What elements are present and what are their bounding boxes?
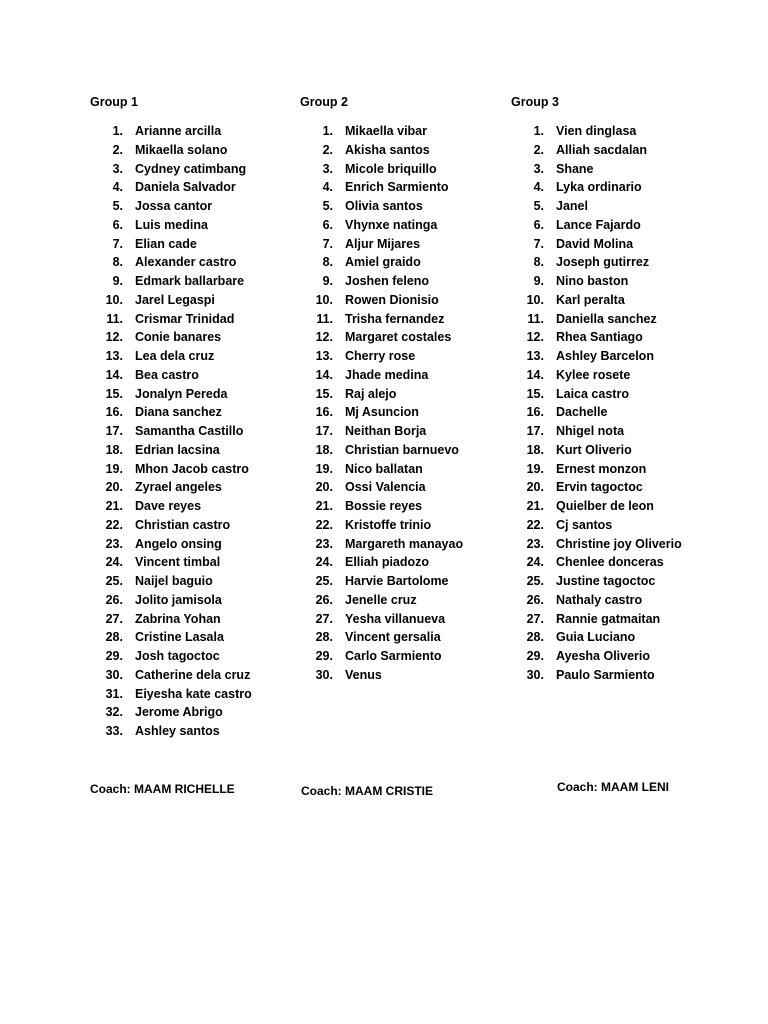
list-item bbox=[511, 141, 682, 160]
list-item-number: 7. bbox=[322, 236, 333, 251]
list-item-number: 31. bbox=[105, 686, 123, 701]
list-item-number: 23. bbox=[315, 536, 333, 551]
list-item bbox=[90, 310, 252, 329]
member-name: Jossa cantor bbox=[135, 199, 213, 213]
list-item bbox=[90, 722, 252, 741]
list-item bbox=[300, 178, 463, 197]
list-item-number: 17. bbox=[105, 424, 123, 438]
member-name: Christine joy Oliverio bbox=[556, 536, 682, 551]
member-name: Conie banares bbox=[135, 330, 222, 345]
member-name: Aljur Mijares bbox=[345, 236, 421, 251]
list-item-number: 8. bbox=[112, 255, 123, 270]
list-item-number: 10. bbox=[315, 292, 333, 307]
list-item bbox=[90, 591, 252, 610]
list-item-number: 22. bbox=[526, 517, 544, 532]
member-name: Alexander castro bbox=[135, 255, 237, 270]
member-name: Christian barnuevo bbox=[345, 442, 459, 457]
list-item bbox=[300, 441, 463, 460]
list-item bbox=[300, 535, 463, 554]
list-item bbox=[300, 160, 463, 179]
list-item-number: 19. bbox=[105, 461, 123, 476]
list-item bbox=[90, 272, 252, 291]
member-name: Cj santos bbox=[556, 517, 613, 532]
list-item-number: 24. bbox=[526, 555, 544, 570]
list-item bbox=[511, 253, 682, 272]
list-item-number: 21. bbox=[526, 499, 544, 513]
list-item-number: 6. bbox=[533, 217, 544, 232]
list-item bbox=[300, 516, 463, 535]
member-name: Joshen feleno bbox=[345, 274, 430, 288]
member-name: Luis medina bbox=[135, 217, 208, 232]
list-item bbox=[300, 460, 463, 479]
list-item bbox=[90, 666, 252, 685]
list-item bbox=[511, 385, 682, 404]
list-item-number: 10. bbox=[526, 292, 544, 307]
list-item bbox=[300, 478, 463, 497]
list-item bbox=[90, 685, 252, 704]
list-item-number: 9. bbox=[533, 274, 544, 288]
list-item bbox=[90, 497, 252, 516]
member-name: Harvie Bartolome bbox=[345, 574, 449, 588]
list-item-number: 13. bbox=[526, 349, 544, 363]
list-item bbox=[511, 328, 682, 347]
list-item-number: 4. bbox=[112, 180, 123, 195]
group-1-column bbox=[90, 94, 252, 741]
list-item bbox=[90, 160, 252, 179]
member-name: Lyka ordinario bbox=[556, 180, 642, 195]
list-item bbox=[300, 647, 463, 666]
list-item-number: 18. bbox=[526, 442, 544, 457]
list-item-number: 27. bbox=[526, 611, 544, 626]
list-item bbox=[511, 403, 682, 422]
group-3-column bbox=[511, 94, 682, 685]
member-name: Mikaella solano bbox=[135, 142, 228, 157]
member-name: Jolito jamisola bbox=[135, 592, 222, 607]
member-name: Ossi Valencia bbox=[345, 480, 426, 495]
group-title: Group 3 bbox=[511, 95, 559, 109]
list-item bbox=[300, 385, 463, 404]
list-item-number: 20. bbox=[105, 480, 123, 495]
member-name: Edmark ballarbare bbox=[135, 274, 245, 288]
list-item-number: 18. bbox=[105, 442, 123, 457]
list-item-number: 13. bbox=[315, 349, 333, 363]
list-item-number: 30. bbox=[526, 667, 544, 682]
member-name: Elian cade bbox=[135, 236, 197, 251]
list-item-number: 12. bbox=[105, 330, 123, 345]
list-item bbox=[511, 160, 682, 179]
list-item bbox=[300, 591, 463, 610]
list-item-number: 6. bbox=[322, 217, 333, 232]
member-name: Rhea Santiago bbox=[556, 330, 643, 345]
list-item bbox=[300, 122, 463, 141]
list-item bbox=[511, 535, 682, 554]
list-item bbox=[511, 347, 682, 366]
list-item bbox=[511, 310, 682, 329]
member-name: Kristoffe trinio bbox=[345, 517, 432, 532]
list-item-number: 9. bbox=[112, 274, 123, 288]
list-item bbox=[300, 291, 463, 310]
member-name: Neithan Borja bbox=[345, 424, 427, 438]
list-item-number: 2. bbox=[322, 142, 333, 157]
member-name: Zyrael angeles bbox=[135, 480, 222, 495]
list-item-number: 16. bbox=[526, 405, 544, 420]
list-item-number: 16. bbox=[315, 405, 333, 420]
list-item bbox=[300, 216, 463, 235]
list-item bbox=[90, 328, 252, 347]
list-item-number: 2. bbox=[533, 142, 544, 157]
list-item bbox=[300, 310, 463, 329]
list-item bbox=[90, 647, 252, 666]
list-item bbox=[90, 216, 252, 235]
list-item-number: 15. bbox=[526, 386, 544, 401]
list-item bbox=[511, 591, 682, 610]
member-name: David Molina bbox=[556, 236, 634, 251]
member-list bbox=[90, 122, 252, 741]
list-item-number: 32. bbox=[105, 705, 123, 720]
list-item-number: 4. bbox=[533, 180, 544, 195]
list-item bbox=[90, 572, 252, 591]
list-item bbox=[511, 366, 682, 385]
member-name: Ervin tagoctoc bbox=[556, 480, 643, 495]
list-item bbox=[90, 441, 252, 460]
list-item bbox=[300, 628, 463, 647]
list-item bbox=[300, 253, 463, 272]
member-name: Kylee rosete bbox=[556, 367, 631, 382]
list-item-number: 16. bbox=[105, 405, 123, 420]
list-item-number: 19. bbox=[526, 461, 544, 476]
member-name: Nhigel nota bbox=[556, 424, 625, 438]
member-name: Ashley Barcelon bbox=[556, 349, 654, 363]
list-item-number: 25. bbox=[526, 574, 544, 588]
member-name: Crismar Trinidad bbox=[135, 311, 235, 326]
member-name: Daniela Salvador bbox=[135, 180, 236, 195]
group-2-column bbox=[300, 94, 463, 685]
list-item-number: 4. bbox=[322, 180, 333, 195]
list-item-number: 8. bbox=[322, 255, 333, 270]
member-name: Yesha villanueva bbox=[345, 611, 446, 626]
list-item-number: 26. bbox=[526, 592, 544, 607]
member-name: Catherine dela cruz bbox=[135, 667, 251, 682]
list-item bbox=[90, 347, 252, 366]
member-name: Lance Fajardo bbox=[556, 217, 641, 232]
list-item-number: 29. bbox=[526, 649, 544, 663]
list-item-number: 20. bbox=[526, 480, 544, 495]
list-item-number: 1. bbox=[533, 124, 544, 138]
list-item bbox=[511, 628, 682, 647]
member-name: Mhon Jacob castro bbox=[135, 461, 249, 476]
list-item-number: 21. bbox=[315, 499, 333, 513]
member-name: Christian castro bbox=[135, 517, 231, 532]
list-item bbox=[511, 178, 682, 197]
list-item bbox=[300, 141, 463, 160]
list-item bbox=[300, 666, 463, 685]
list-item bbox=[90, 366, 252, 385]
list-item-number: 14. bbox=[105, 367, 123, 382]
member-name: Raj alejo bbox=[345, 386, 397, 401]
list-item bbox=[511, 422, 682, 441]
member-name: Jhade medina bbox=[345, 367, 429, 382]
member-name: Vincent gersalia bbox=[345, 630, 441, 645]
list-item bbox=[300, 272, 463, 291]
list-item bbox=[90, 178, 252, 197]
list-item bbox=[300, 347, 463, 366]
member-name: Ashley santos bbox=[135, 724, 220, 738]
member-name: Eiyesha kate castro bbox=[135, 686, 252, 701]
member-name: Karl peralta bbox=[556, 292, 625, 307]
list-item bbox=[511, 272, 682, 291]
member-name: Josh tagoctoc bbox=[135, 649, 220, 663]
list-item-number: 1. bbox=[322, 124, 333, 138]
group-title: Group 1 bbox=[90, 95, 138, 109]
member-name: Margaret costales bbox=[345, 330, 452, 345]
member-name: Jenelle cruz bbox=[345, 592, 417, 607]
list-item-number: 33. bbox=[105, 724, 123, 738]
member-name: Nino baston bbox=[556, 274, 629, 288]
list-item-number: 11. bbox=[106, 311, 123, 326]
list-item bbox=[511, 216, 682, 235]
list-item-number: 9. bbox=[322, 274, 333, 288]
member-name: Trisha fernandez bbox=[345, 311, 445, 326]
list-item bbox=[90, 385, 252, 404]
list-item-number: 14. bbox=[526, 367, 544, 382]
member-name: Mj Asuncion bbox=[345, 405, 419, 420]
list-item-number: 5. bbox=[533, 199, 544, 213]
list-item bbox=[300, 235, 463, 254]
list-item-number: 19. bbox=[315, 461, 333, 476]
member-name: Carlo Sarmiento bbox=[345, 649, 442, 663]
list-item bbox=[90, 610, 252, 629]
member-name: Bossie reyes bbox=[345, 499, 423, 513]
member-name: Justine tagoctoc bbox=[556, 574, 656, 588]
list-item bbox=[300, 572, 463, 591]
member-name: Joseph gutirrez bbox=[556, 255, 650, 270]
list-item-number: 6. bbox=[112, 217, 123, 232]
list-item bbox=[90, 535, 252, 554]
member-name: Dachelle bbox=[556, 405, 608, 420]
list-item bbox=[511, 647, 682, 666]
member-name: Samantha Castillo bbox=[135, 424, 244, 438]
member-name: Jonalyn Pereda bbox=[135, 386, 228, 401]
member-name: Diana sanchez bbox=[135, 405, 222, 420]
coach-label-group-2: Coach: MAAM CRISTIE bbox=[301, 784, 433, 798]
member-name: Micole briquillo bbox=[345, 161, 437, 176]
list-item bbox=[511, 610, 682, 629]
list-item-number: 17. bbox=[315, 424, 333, 438]
list-item-number: 22. bbox=[315, 517, 333, 532]
list-item bbox=[511, 553, 682, 572]
member-name: Shane bbox=[556, 161, 594, 176]
coach-label-group-3: Coach: MAAM LENI bbox=[557, 780, 669, 794]
list-item bbox=[511, 497, 682, 516]
member-name: Angelo onsing bbox=[135, 536, 222, 551]
list-item bbox=[300, 422, 463, 441]
member-name: Mikaella vibar bbox=[345, 124, 427, 138]
list-item-number: 5. bbox=[322, 199, 333, 213]
member-name: Rannie gatmaitan bbox=[556, 611, 661, 626]
list-item-number: 15. bbox=[105, 386, 123, 401]
member-name: Akisha santos bbox=[345, 142, 430, 157]
list-item-number: 23. bbox=[526, 536, 544, 551]
list-item bbox=[90, 197, 252, 216]
list-item-number: 7. bbox=[112, 236, 123, 251]
list-item-number: 17. bbox=[526, 424, 544, 438]
list-item bbox=[300, 553, 463, 572]
list-item bbox=[511, 235, 682, 254]
list-item bbox=[90, 141, 252, 160]
member-name: Bea castro bbox=[135, 367, 199, 382]
member-name: Daniella sanchez bbox=[556, 311, 657, 326]
list-item bbox=[511, 122, 682, 141]
member-name: Margareth manayao bbox=[345, 536, 464, 551]
list-item-number: 30. bbox=[315, 667, 333, 682]
list-item bbox=[300, 197, 463, 216]
list-item bbox=[300, 403, 463, 422]
list-item-number: 3. bbox=[112, 161, 123, 176]
list-item-number: 28. bbox=[105, 630, 123, 645]
member-name: Cydney catimbang bbox=[135, 161, 247, 176]
list-item bbox=[511, 478, 682, 497]
list-item-number: 23. bbox=[105, 536, 123, 551]
list-item bbox=[90, 422, 252, 441]
member-name: Quielber de leon bbox=[556, 499, 654, 513]
member-name: Ernest monzon bbox=[556, 461, 647, 476]
member-name: Paulo Sarmiento bbox=[556, 667, 655, 682]
list-item-number: 15. bbox=[315, 386, 333, 401]
member-name: Arianne arcilla bbox=[135, 124, 222, 138]
list-item-number: 29. bbox=[105, 649, 123, 663]
member-name: Lea dela cruz bbox=[135, 349, 215, 363]
member-name: Guia Luciano bbox=[556, 630, 636, 645]
list-item-number: 11. bbox=[316, 311, 333, 326]
list-item-number: 27. bbox=[315, 611, 333, 626]
list-item-number: 11. bbox=[527, 311, 544, 326]
member-name: Vincent timbal bbox=[135, 555, 221, 570]
list-item-number: 5. bbox=[112, 199, 123, 213]
list-item-number: 18. bbox=[315, 442, 333, 457]
list-item bbox=[90, 235, 252, 254]
list-item-number: 24. bbox=[315, 555, 333, 570]
list-item bbox=[90, 253, 252, 272]
list-item bbox=[300, 497, 463, 516]
list-item-number: 26. bbox=[105, 592, 123, 607]
list-item-number: 10. bbox=[105, 292, 123, 307]
member-name: Kurt Oliverio bbox=[556, 442, 632, 457]
list-item bbox=[511, 666, 682, 685]
list-item-number: 2. bbox=[112, 142, 123, 157]
member-name: Nathaly castro bbox=[556, 592, 643, 607]
list-item bbox=[90, 703, 252, 722]
member-name: Nico ballatan bbox=[345, 461, 423, 476]
member-name: Cristine Lasala bbox=[135, 630, 224, 645]
list-item bbox=[511, 291, 682, 310]
member-name: Zabrina Yohan bbox=[135, 611, 221, 626]
list-item-number: 28. bbox=[315, 630, 333, 645]
list-item-number: 12. bbox=[315, 330, 333, 345]
list-item-number: 8. bbox=[533, 255, 544, 270]
list-item-number: 20. bbox=[315, 480, 333, 495]
list-item bbox=[511, 572, 682, 591]
list-item-number: 12. bbox=[526, 330, 544, 345]
list-item-number: 25. bbox=[315, 574, 333, 588]
list-item bbox=[90, 122, 252, 141]
list-item-number: 30. bbox=[105, 667, 123, 682]
list-item bbox=[511, 197, 682, 216]
list-item bbox=[90, 628, 252, 647]
list-item-number: 7. bbox=[533, 236, 544, 251]
list-item-number: 25. bbox=[105, 574, 123, 588]
list-item-number: 1. bbox=[112, 124, 123, 138]
list-item bbox=[300, 610, 463, 629]
list-item-number: 27. bbox=[105, 611, 123, 626]
list-item-number: 13. bbox=[105, 349, 123, 363]
coach-label-group-1: Coach: MAAM RICHELLE bbox=[90, 782, 235, 796]
list-item bbox=[90, 403, 252, 422]
member-name: Vien dinglasa bbox=[556, 124, 637, 138]
list-item-number: 21. bbox=[105, 499, 123, 513]
member-name: Jarel Legaspi bbox=[135, 292, 215, 307]
list-item bbox=[511, 516, 682, 535]
member-list bbox=[511, 122, 682, 685]
list-item-number: 14. bbox=[315, 367, 333, 382]
list-item bbox=[90, 291, 252, 310]
list-item-number: 3. bbox=[533, 161, 544, 176]
member-name: Jerome Abrigo bbox=[135, 705, 223, 720]
member-name: Rowen Dionisio bbox=[345, 292, 439, 307]
member-name: Ayesha Oliverio bbox=[556, 649, 651, 663]
member-name: Amiel graido bbox=[345, 255, 421, 270]
list-item bbox=[300, 328, 463, 347]
member-name: Elliah piadozo bbox=[345, 555, 430, 570]
list-item-number: 22. bbox=[105, 517, 123, 532]
member-name: Edrian lacsina bbox=[135, 442, 220, 457]
list-item bbox=[90, 516, 252, 535]
list-item bbox=[90, 460, 252, 479]
list-item-number: 3. bbox=[322, 161, 333, 176]
list-item bbox=[90, 478, 252, 497]
group-title: Group 2 bbox=[300, 95, 348, 109]
member-name: Vhynxe natinga bbox=[345, 217, 438, 232]
member-name: Venus bbox=[345, 667, 382, 682]
list-item bbox=[511, 460, 682, 479]
member-name: Laica castro bbox=[556, 386, 629, 401]
member-name: Dave reyes bbox=[135, 499, 202, 513]
member-list bbox=[300, 122, 463, 685]
list-item bbox=[90, 553, 252, 572]
member-name: Janel bbox=[556, 199, 588, 213]
list-item bbox=[300, 366, 463, 385]
list-item-number: 24. bbox=[105, 555, 123, 570]
member-name: Olivia santos bbox=[345, 199, 423, 213]
member-name: Enrich Sarmiento bbox=[345, 180, 449, 195]
member-name: Naijel baguio bbox=[135, 574, 213, 588]
member-name: Alliah sacdalan bbox=[556, 142, 648, 157]
list-item-number: 28. bbox=[526, 630, 544, 645]
list-item-number: 29. bbox=[315, 649, 333, 663]
list-item-number: 26. bbox=[315, 592, 333, 607]
member-name: Chenlee donceras bbox=[556, 555, 664, 570]
list-item bbox=[511, 441, 682, 460]
member-name: Cherry rose bbox=[345, 349, 416, 363]
